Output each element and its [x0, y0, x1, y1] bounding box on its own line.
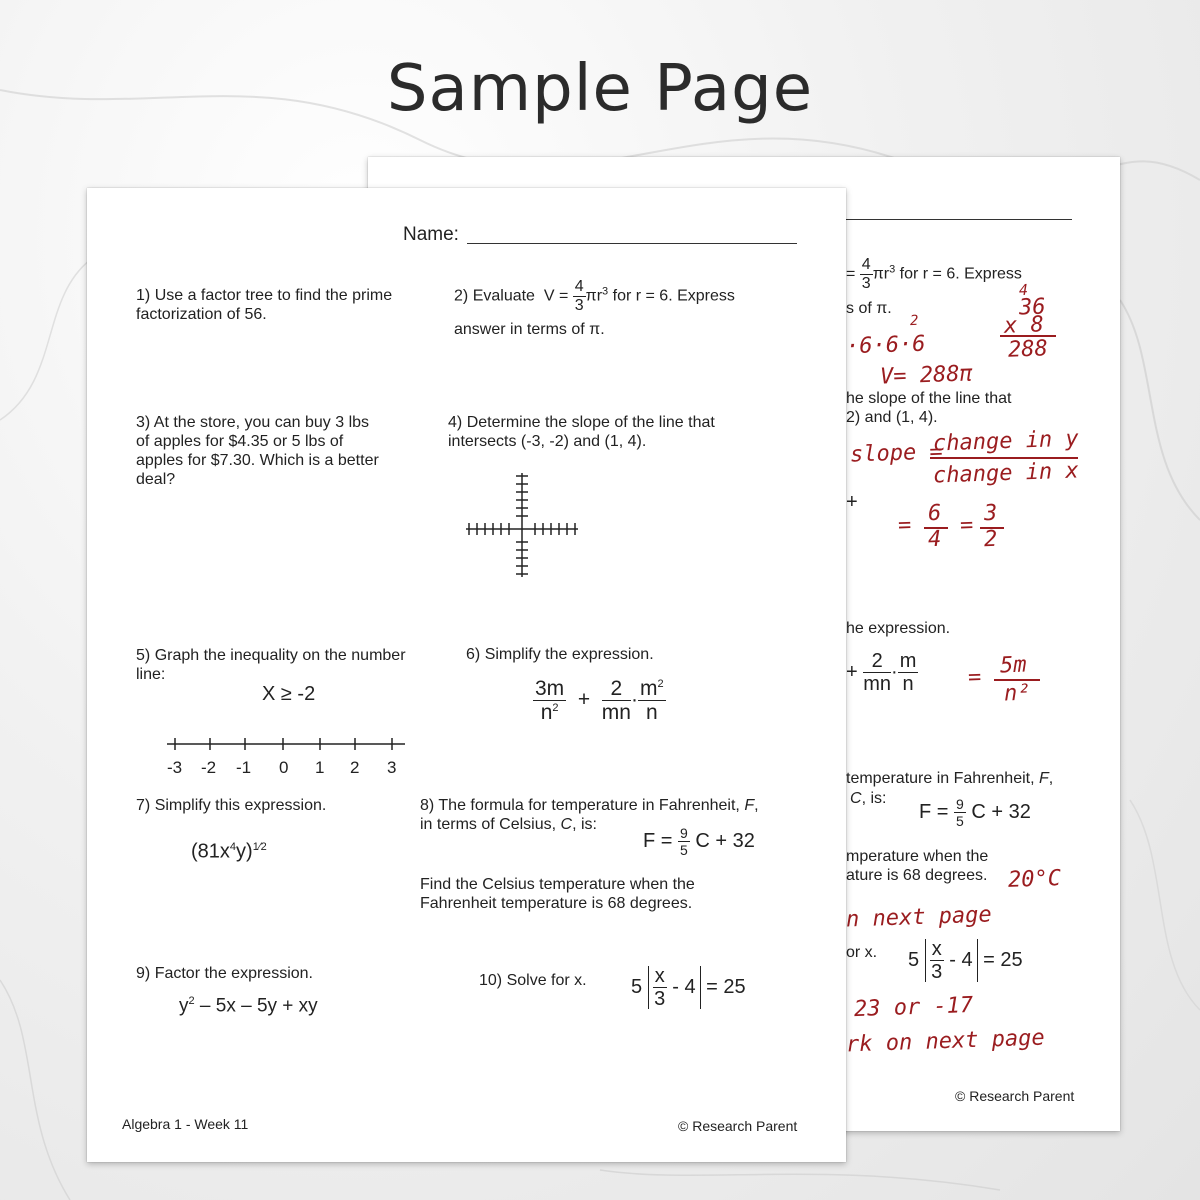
ak-q8-find1: mperature when the	[846, 848, 989, 865]
ak-q4-plus: +	[846, 491, 858, 513]
q3-line3: apples for $7.30. Which is a better	[136, 452, 379, 469]
footer-course: Algebra 1 - Week 11	[122, 1116, 249, 1132]
q5-line2: line:	[136, 666, 166, 683]
ak-q4-eq1: =	[897, 512, 912, 539]
ak-q4-line2: 2) and (1, 4).	[846, 409, 938, 426]
ak-q4-num: change in y	[932, 426, 1080, 457]
q8-line1: 8) The formula for temperature in Fahrenheit, F,	[420, 797, 759, 814]
q3-line1: 3) At the store, you can buy 3 lbs	[136, 414, 370, 431]
number-line-tick-label: 1	[315, 758, 325, 777]
ak-q10-answer: 23 or -17	[853, 992, 974, 1023]
q7-text: 7) Simplify this expression.	[136, 797, 327, 814]
footer-copyright: © Research Parent	[678, 1118, 798, 1134]
number-line-tick-label: -1	[236, 758, 252, 777]
ak-q2-line2: s of π.	[846, 300, 892, 317]
q2-line1: 2) Evaluate V = $\frac{4}{3}$ $\pi r^3$ for r = 6. Express	[454, 278, 735, 314]
q2-line2: answer in terms of π.	[454, 321, 605, 338]
ak-q4-res-num2: 3	[983, 500, 998, 527]
number-line-tick-label: 3	[387, 758, 397, 777]
ak-q4-res-den: 4	[927, 526, 942, 553]
ak-q2-mult-carry: 4	[1018, 280, 1029, 300]
ak-q4-eq2: =	[959, 512, 974, 539]
ak-footer-copyright: © Research Parent	[955, 1088, 1075, 1104]
ak-q6-ans-num: 5m	[999, 652, 1027, 679]
ak-q2-work-cancel: 2	[909, 312, 919, 330]
number-line-tick-label: 2	[350, 758, 360, 777]
ak-q4-den: change in x	[932, 458, 1080, 489]
name-line	[846, 219, 1072, 220]
ak-q10-note: rk on next page	[845, 1025, 1046, 1058]
name-line	[467, 243, 797, 244]
q10-text: 10) Solve for x.	[479, 972, 587, 989]
coordinate-axes	[463, 470, 583, 580]
q10-formula: 5 $\frac{x}{3}$ - 4 = 25	[631, 965, 746, 1010]
ak-q4-slope: slope =	[849, 439, 944, 468]
q8-formula: F = $\frac{9}{5}$ C + 32	[643, 825, 755, 858]
name-label: Name:	[403, 224, 459, 245]
q1-line1: 1) Use a factor tree to find the prime	[136, 287, 393, 304]
q3-line2: of apples for $4.35 or 5 lbs of	[136, 433, 344, 450]
number-line	[165, 736, 407, 752]
ak-q6-eq: =	[967, 664, 982, 691]
q4-line1: 4) Determine the slope of the line that	[448, 414, 715, 431]
q7-expression: $(81x^4y)^{1⁄2}$	[191, 840, 267, 863]
ak-q8-formula: F = $\frac{9}{5}$ C + 32	[919, 796, 1031, 829]
q8-find1: Find the Celsius temperature when the	[420, 876, 695, 893]
ak-q4-line1: he slope of the line that	[846, 390, 1012, 407]
q9-text: 9) Factor the expression.	[136, 965, 313, 982]
ak-q8-find2: ature is 68 degrees.	[846, 867, 988, 884]
ak-q2-mult-result: 288	[1007, 336, 1049, 363]
ak-q8-line1: temperature in Fahrenheit, F,	[846, 770, 1054, 787]
ak-q4-res-den2: 2	[983, 526, 998, 553]
ak-q8-line2: C, is:	[850, 790, 887, 807]
banner-title: Sample Page	[386, 52, 814, 126]
q9-expression: $y^2 - 5x - 5y$ + xy	[179, 995, 318, 1017]
ak-q2-answer: V= 288π	[879, 361, 974, 390]
q3-line4: deal?	[136, 471, 176, 488]
ak-q4-res-num: 6	[927, 500, 942, 527]
ak-q2-mult-top: 36	[1018, 294, 1046, 321]
q8-line2: in terms of Celsius, C, is:	[420, 816, 597, 833]
worksheet-page	[87, 188, 846, 1162]
ak-q2-mult-mid: x 8	[1003, 312, 1045, 339]
number-line-tick-label: -3	[167, 758, 183, 777]
ak-q10-formula: 5 $\frac{x}{3}$ - 4 = 25	[908, 938, 1023, 983]
ak-q6-formula: + $\frac{2}{mn}$ · $\frac{m}{n}$	[846, 650, 917, 695]
q4-line2: intersects (-3, -2) and (1, 4).	[448, 433, 647, 450]
ak-q2-formula: = $\frac{4}{3}$ $\pi r^3$ for r = 6. Express	[846, 256, 1022, 292]
ak-q9-note: n next page	[845, 902, 993, 933]
ak-q2-work: ·6·6·6	[845, 331, 926, 360]
ak-q6-ans-den: n²	[1003, 680, 1031, 707]
q6-expression: $\frac{3m}{n^2}$ + $\frac{2}{mn}$ · $\frac{m^2}{n}$	[535, 677, 664, 724]
q5-line1: 5) Graph the inequality on the number	[136, 647, 406, 664]
ak-q6-text: he expression.	[846, 620, 951, 637]
number-line-tick-label: 0	[279, 758, 289, 777]
number-line-tick-label: -2	[201, 758, 217, 777]
q5-inequality: X ≥ -2	[262, 683, 316, 705]
q1-line2: factorization of 56.	[136, 306, 267, 323]
ak-q10-text: or x.	[846, 944, 878, 961]
q6-text: 6) Simplify the expression.	[466, 646, 654, 663]
q8-find2: Fahrenheit temperature is 68 degrees.	[420, 895, 693, 912]
ak-q8-answer: 20°C	[1007, 866, 1062, 893]
